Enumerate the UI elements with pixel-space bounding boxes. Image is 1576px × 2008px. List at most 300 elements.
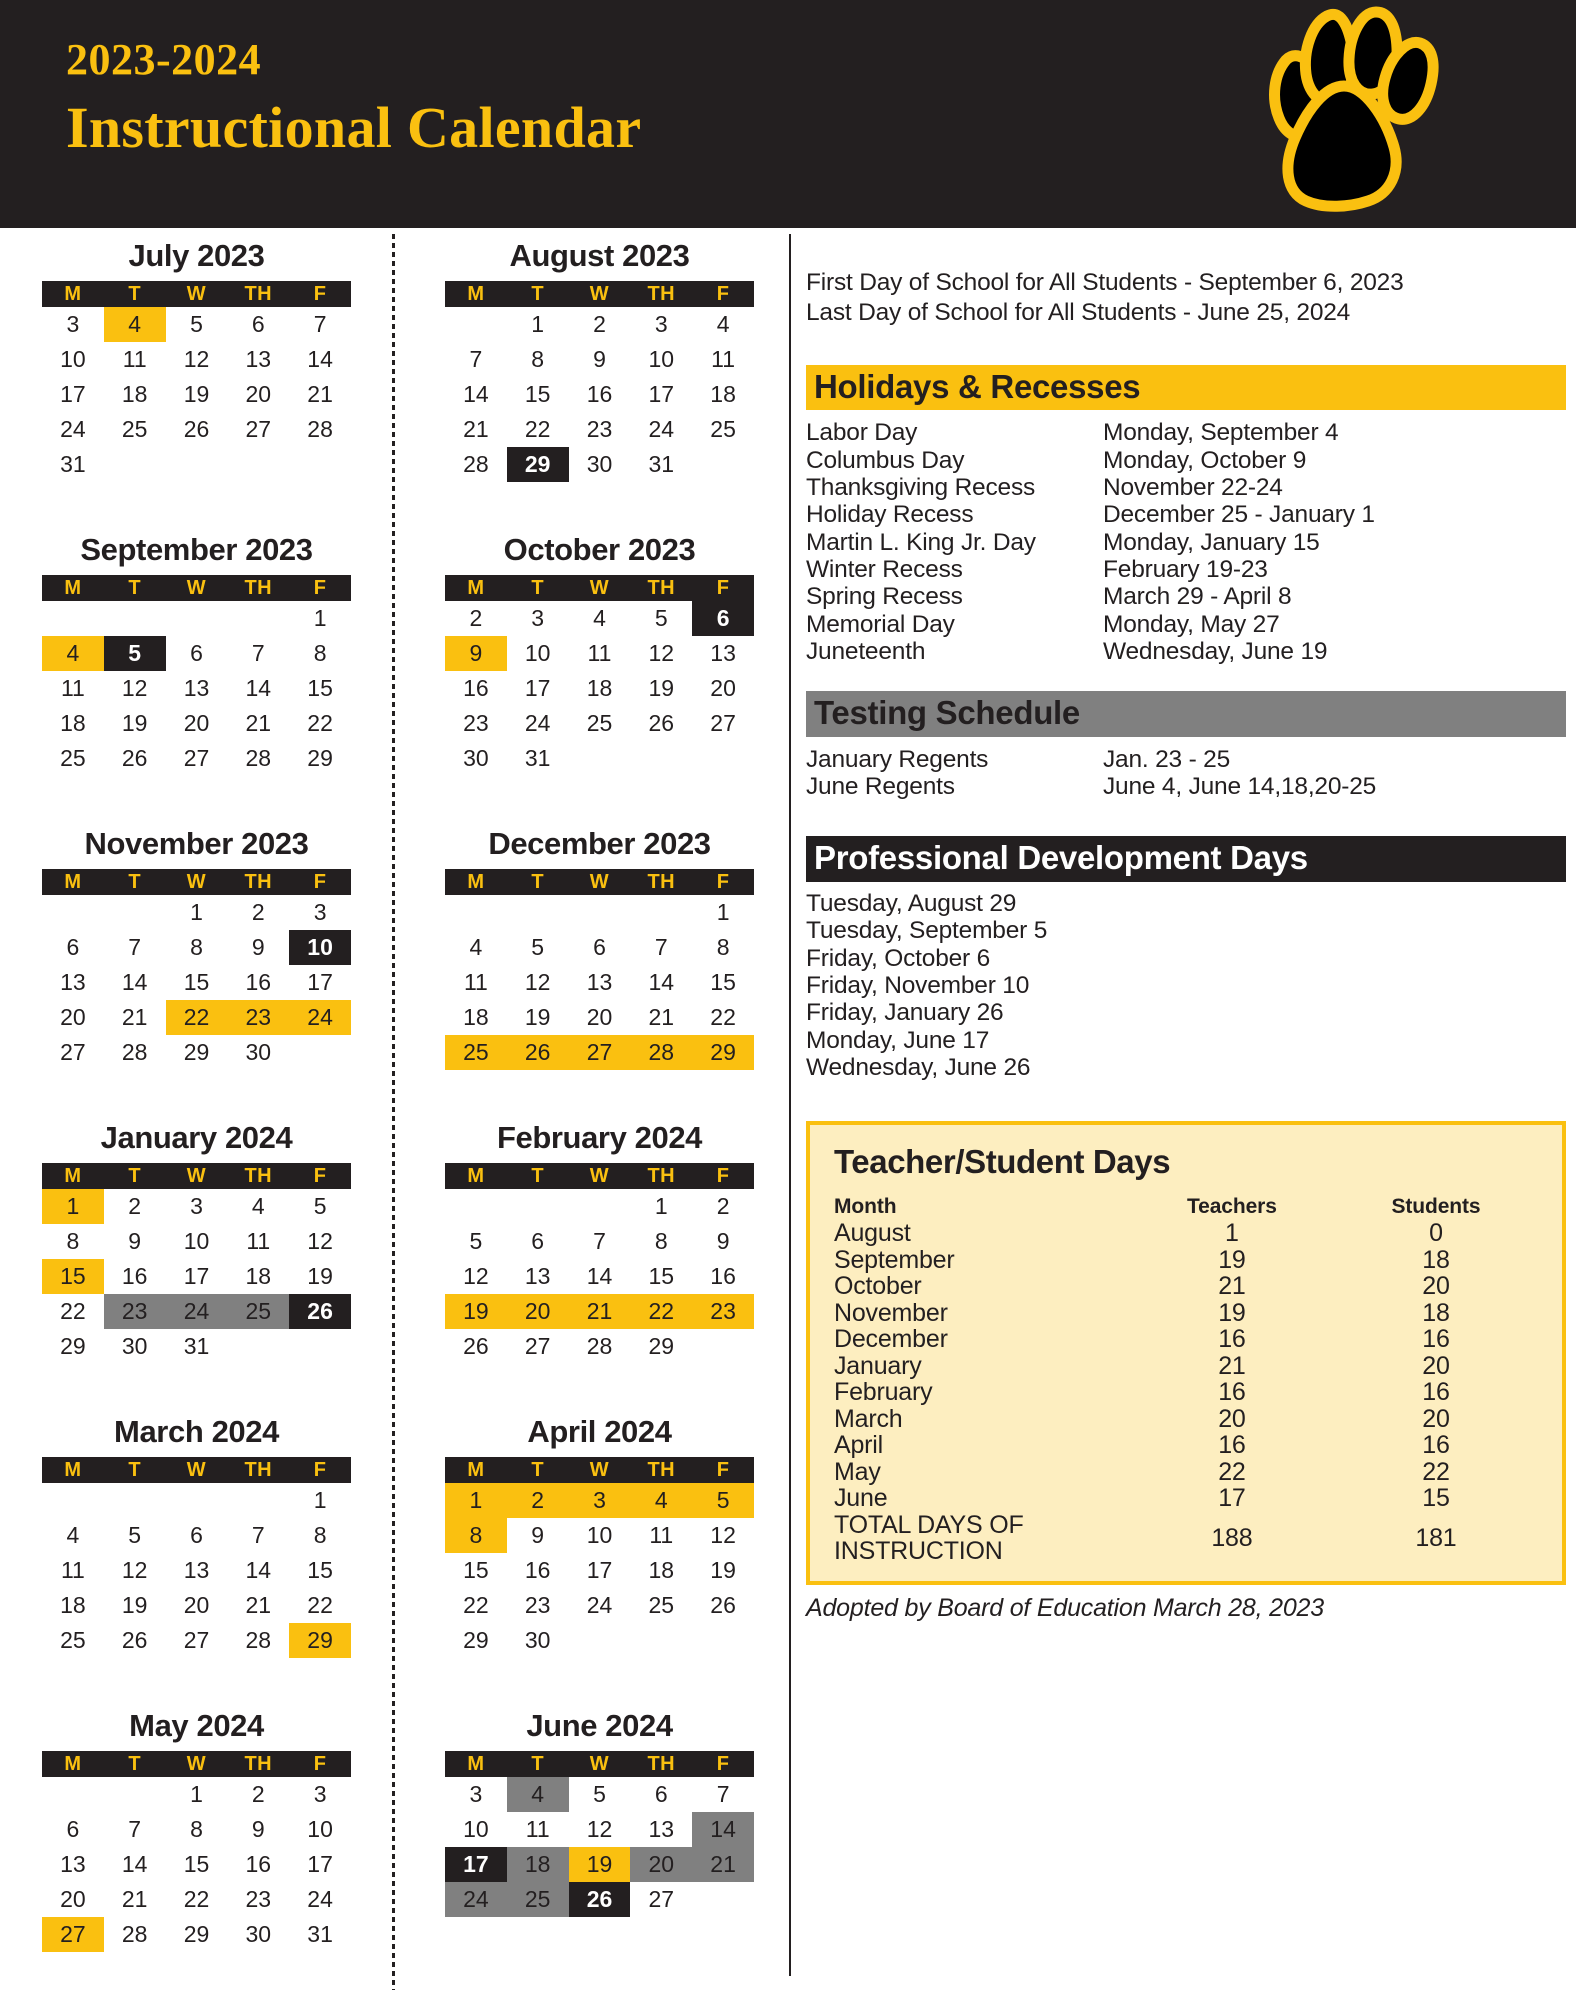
calendar-day-cell[interactable] — [445, 1553, 507, 1588]
calendar-day-cell[interactable] — [104, 1588, 166, 1623]
calendar-day-cell[interactable] — [445, 1294, 507, 1329]
calendar-day-cell[interactable] — [507, 1035, 569, 1070]
calendar-day-cell[interactable] — [630, 412, 692, 447]
calendar-day-cell[interactable] — [227, 930, 289, 965]
calendar-day-cell[interactable] — [166, 1917, 228, 1952]
calendar-day-cell[interactable] — [445, 1847, 507, 1882]
calendar-day-cell[interactable] — [630, 1777, 692, 1812]
calendar-day-cell[interactable] — [227, 307, 289, 342]
calendar-day-cell[interactable] — [227, 965, 289, 1000]
calendar-day-cell[interactable] — [104, 741, 166, 776]
calendar-day-cell[interactable] — [42, 1294, 104, 1329]
calendar-day-cell[interactable] — [289, 1812, 351, 1847]
calendar-day-cell[interactable] — [166, 377, 228, 412]
calendar-day-cell[interactable] — [445, 342, 507, 377]
calendar-day-cell[interactable] — [630, 1588, 692, 1623]
calendar-day-cell[interactable] — [630, 307, 692, 342]
calendar-day-cell[interactable] — [630, 1329, 692, 1364]
calendar-day-cell[interactable] — [166, 706, 228, 741]
calendar-day-cell[interactable] — [507, 1623, 569, 1658]
calendar-day-cell[interactable] — [42, 1812, 104, 1847]
calendar-day-cell[interactable] — [692, 1483, 754, 1518]
testing-list — [806, 746, 1566, 801]
calendar-day-cell[interactable] — [104, 1189, 166, 1224]
calendar-day-cell[interactable] — [507, 1588, 569, 1623]
calendar-day-cell[interactable] — [289, 1777, 351, 1812]
calendar-day-cell[interactable] — [227, 706, 289, 741]
calendar-day-cell[interactable] — [42, 930, 104, 965]
calendar-day-cell[interactable] — [42, 1882, 104, 1917]
calendar-day-cell[interactable] — [42, 1329, 104, 1364]
calendar-day-cell[interactable] — [42, 671, 104, 706]
calendar-day-cell[interactable] — [445, 1623, 507, 1658]
calendar-day-cell[interactable] — [166, 412, 228, 447]
calendar-day-cell[interactable] — [692, 930, 754, 965]
calendar-empty-cell — [166, 1483, 228, 1518]
calendar-day-cell[interactable] — [692, 636, 754, 671]
calendar-day-cell[interactable] — [630, 930, 692, 965]
calendar-day-cell[interactable] — [42, 307, 104, 342]
calendar-day-cell[interactable] — [692, 1294, 754, 1329]
cell-students: 20 — [1422, 1404, 1450, 1433]
calendar-day-cell[interactable] — [42, 1847, 104, 1882]
calendar-day-cell[interactable] — [289, 1294, 351, 1329]
calendar-day-cell[interactable] — [692, 1189, 754, 1224]
week-row — [445, 1553, 754, 1588]
calendar-day-cell[interactable] — [692, 706, 754, 741]
calendar-day-cell[interactable] — [289, 412, 351, 447]
calendar-day-cell[interactable] — [289, 1553, 351, 1588]
calendar-day-cell[interactable] — [692, 1588, 754, 1623]
calendar-day-cell[interactable] — [569, 930, 631, 965]
calendar-day-cell[interactable] — [692, 342, 754, 377]
calendar-day-cell[interactable] — [227, 412, 289, 447]
calendar-day-number: 31 — [524, 745, 551, 771]
weekday-header: M — [445, 869, 507, 895]
calendar-day-cell[interactable] — [692, 1224, 754, 1259]
calendar-day-cell[interactable] — [692, 1812, 754, 1847]
calendar-day-cell[interactable] — [445, 1035, 507, 1070]
calendar-day-cell[interactable] — [569, 1847, 631, 1882]
calendar-day-cell[interactable] — [104, 1812, 166, 1847]
calendar-day-cell[interactable] — [166, 1294, 228, 1329]
calendar-day-number: 6 — [66, 934, 80, 960]
calendar-day-cell[interactable] — [104, 1518, 166, 1553]
calendar-day-cell[interactable] — [569, 412, 631, 447]
calendar-day-number: 28 — [245, 1627, 272, 1653]
calendar-day-cell[interactable] — [289, 706, 351, 741]
calendar-day-cell[interactable] — [445, 377, 507, 412]
calendar-day-cell[interactable] — [166, 1847, 228, 1882]
calendar-day-cell[interactable] — [104, 1224, 166, 1259]
calendar-day-cell[interactable] — [289, 965, 351, 1000]
calendar-day-cell[interactable] — [42, 1224, 104, 1259]
calendar-day-cell[interactable] — [630, 1224, 692, 1259]
calendar-day-cell[interactable] — [445, 601, 507, 636]
calendar-day-cell[interactable] — [227, 895, 289, 930]
calendar-day-number: 17 — [307, 1851, 333, 1877]
calendar-day-cell[interactable] — [445, 1000, 507, 1035]
calendar-empty-cell — [42, 1483, 104, 1518]
calendar-day-cell[interactable] — [630, 1812, 692, 1847]
calendar-day-cell[interactable] — [227, 1518, 289, 1553]
calendar-day-cell[interactable] — [104, 1000, 166, 1035]
calendar-day-cell[interactable] — [166, 1224, 228, 1259]
calendar-day-cell[interactable] — [42, 1518, 104, 1553]
calendar-day-cell[interactable] — [630, 965, 692, 1000]
calendar-day-number: 24 — [307, 1886, 333, 1912]
calendar-day-cell[interactable] — [507, 930, 569, 965]
calendar-day-cell[interactable] — [289, 1483, 351, 1518]
calendar-day-cell[interactable] — [227, 636, 289, 671]
calendar-day-cell[interactable] — [507, 412, 569, 447]
calendar-day-cell[interactable] — [166, 1000, 228, 1035]
calendar-day-cell[interactable] — [507, 601, 569, 636]
calendar-day-cell[interactable] — [227, 741, 289, 776]
calendar-day-cell[interactable] — [42, 1259, 104, 1294]
calendar-day-cell[interactable] — [445, 1518, 507, 1553]
calendar-day-cell[interactable] — [507, 1812, 569, 1847]
calendar-day-cell[interactable] — [507, 741, 569, 776]
weekday-header: W — [569, 1163, 631, 1189]
calendar-day-cell[interactable] — [569, 1035, 631, 1070]
calendar-day-cell[interactable] — [42, 636, 104, 671]
calendar-day-cell[interactable] — [289, 895, 351, 930]
calendar-day-cell[interactable] — [166, 1189, 228, 1224]
calendar-day-cell[interactable] — [445, 930, 507, 965]
calendar-day-cell[interactable] — [289, 1882, 351, 1917]
calendar-day-cell[interactable] — [569, 1882, 631, 1917]
calendar-day-cell[interactable] — [569, 1294, 631, 1329]
calendar-day-cell[interactable] — [692, 1000, 754, 1035]
calendar-day-cell[interactable] — [227, 671, 289, 706]
calendar-day-cell[interactable] — [507, 1259, 569, 1294]
calendar-day-cell[interactable] — [569, 1588, 631, 1623]
calendar-day-cell[interactable] — [692, 1035, 754, 1070]
calendar-day-number — [692, 1329, 754, 1364]
calendar-day-cell[interactable] — [569, 342, 631, 377]
calendar-day-cell[interactable] — [569, 1553, 631, 1588]
calendar-day-cell[interactable] — [42, 1035, 104, 1070]
calendar-day-cell[interactable] — [289, 636, 351, 671]
calendar-day-number: 19 — [648, 675, 675, 701]
calendar-day-cell[interactable] — [289, 741, 351, 776]
calendar-day-cell[interactable] — [507, 1483, 569, 1518]
calendar-day-cell[interactable] — [104, 930, 166, 965]
calendar-day-cell[interactable] — [42, 741, 104, 776]
calendar-day-cell[interactable] — [507, 706, 569, 741]
calendar-day-cell[interactable] — [42, 1000, 104, 1035]
calendar-day-cell[interactable] — [289, 1917, 351, 1952]
calendar-day-cell[interactable] — [289, 1000, 351, 1035]
calendar-day-cell[interactable] — [569, 1000, 631, 1035]
calendar-day-cell[interactable] — [445, 706, 507, 741]
calendar-day-number — [42, 601, 104, 636]
calendar-day-cell[interactable] — [692, 307, 754, 342]
calendar-day-cell[interactable] — [445, 1588, 507, 1623]
calendar-day-cell[interactable] — [104, 307, 166, 342]
calendar-day-cell[interactable] — [166, 1035, 228, 1070]
calendar-day-cell[interactable] — [42, 1189, 104, 1224]
calendar-day-cell[interactable] — [692, 671, 754, 706]
month-block — [393, 826, 786, 1120]
calendar-day-cell[interactable] — [569, 447, 631, 482]
calendar-day-cell[interactable] — [445, 1483, 507, 1518]
calendar-day-cell[interactable] — [692, 601, 754, 636]
calendar-day-cell[interactable] — [166, 1518, 228, 1553]
calendar-day-cell[interactable] — [227, 1917, 289, 1952]
calendar-day-cell[interactable] — [507, 342, 569, 377]
calendar-day-cell[interactable] — [630, 636, 692, 671]
calendar-day-number: 6 — [654, 1781, 668, 1807]
calendar-day-number: 15 — [710, 969, 736, 995]
calendar-day-cell[interactable] — [507, 671, 569, 706]
calendar-day-cell[interactable] — [42, 1623, 104, 1658]
calendar-day-cell[interactable] — [507, 1329, 569, 1364]
calendar-day-cell[interactable] — [289, 1224, 351, 1259]
calendar-day-cell[interactable] — [507, 447, 569, 482]
calendar-day-cell[interactable] — [630, 1882, 692, 1917]
calendar-day-cell[interactable] — [569, 377, 631, 412]
calendar-day-cell[interactable] — [104, 1917, 166, 1952]
calendar-day-cell[interactable] — [507, 1000, 569, 1035]
calendar-day-cell[interactable] — [104, 412, 166, 447]
calendar-day-cell[interactable] — [507, 1553, 569, 1588]
calendar-day-cell[interactable] — [630, 1518, 692, 1553]
calendar-day-cell[interactable] — [445, 1259, 507, 1294]
calendar-day-cell[interactable] — [42, 1588, 104, 1623]
calendar-day-cell[interactable] — [692, 1553, 754, 1588]
calendar-day-cell[interactable] — [166, 1882, 228, 1917]
calendar-day-cell[interactable] — [166, 1588, 228, 1623]
calendar-day-cell[interactable] — [104, 1035, 166, 1070]
calendar-day-cell[interactable] — [104, 1882, 166, 1917]
calendar-day-cell[interactable] — [630, 1000, 692, 1035]
calendar-day-cell[interactable] — [289, 1847, 351, 1882]
calendar-day-cell[interactable] — [569, 1483, 631, 1518]
calendar-day-cell[interactable] — [227, 342, 289, 377]
calendar-day-cell[interactable] — [507, 1882, 569, 1917]
calendar-day-cell[interactable] — [166, 1623, 228, 1658]
calendar-day-cell[interactable] — [42, 412, 104, 447]
calendar-day-cell[interactable] — [569, 1329, 631, 1364]
list-item — [806, 501, 1566, 528]
calendar-day-cell[interactable] — [569, 1812, 631, 1847]
calendar-day-cell[interactable] — [227, 1035, 289, 1070]
calendar-day-number: 5 — [104, 636, 166, 671]
calendar-day-cell[interactable] — [289, 1518, 351, 1553]
calendar-day-cell[interactable] — [569, 636, 631, 671]
calendar-day-cell[interactable] — [227, 1294, 289, 1329]
calendar-day-cell[interactable] — [630, 447, 692, 482]
calendar-day-cell[interactable] — [104, 671, 166, 706]
calendar-day-cell[interactable] — [630, 377, 692, 412]
calendar-day-cell[interactable] — [166, 342, 228, 377]
calendar-day-cell[interactable] — [507, 1518, 569, 1553]
calendar-day-cell[interactable] — [166, 1777, 228, 1812]
calendar-day-cell[interactable] — [166, 1812, 228, 1847]
calendar-day-cell[interactable] — [166, 671, 228, 706]
calendar-day-cell[interactable] — [692, 377, 754, 412]
calendar-day-cell[interactable] — [692, 965, 754, 1000]
cell-teachers: 19 — [1218, 1298, 1246, 1327]
calendar-day-number: 25 — [586, 710, 613, 736]
calendar-day-cell[interactable] — [104, 965, 166, 1000]
calendar-day-cell[interactable] — [289, 1588, 351, 1623]
calendar-day-cell[interactable] — [227, 377, 289, 412]
weekday-header: TH — [227, 1457, 289, 1483]
calendar-day-cell[interactable] — [42, 965, 104, 1000]
calendar-day-cell[interactable] — [569, 1777, 631, 1812]
calendar-day-cell[interactable] — [507, 1294, 569, 1329]
calendar-day-number: 18 — [710, 381, 736, 407]
calendar-day-cell[interactable] — [166, 1259, 228, 1294]
calendar-day-cell[interactable] — [445, 412, 507, 447]
calendar-day-number: 1 — [445, 1483, 507, 1518]
calendar-day-cell[interactable] — [630, 1553, 692, 1588]
calendar-day-cell[interactable] — [569, 1518, 631, 1553]
calendar-day-cell[interactable] — [630, 1259, 692, 1294]
calendar-day-cell[interactable] — [630, 1035, 692, 1070]
calendar-day-number: 17 — [648, 381, 675, 407]
calendar-day-cell[interactable] — [166, 965, 228, 1000]
calendar-day-cell[interactable] — [692, 1518, 754, 1553]
calendar-day-cell[interactable] — [227, 1882, 289, 1917]
calendar-day-cell[interactable] — [692, 1777, 754, 1812]
calendar-day-cell[interactable] — [445, 1329, 507, 1364]
calendar-day-cell[interactable] — [630, 342, 692, 377]
calendar-day-cell[interactable] — [569, 1224, 631, 1259]
calendar-day-cell[interactable] — [227, 1224, 289, 1259]
calendar-day-cell[interactable] — [692, 1847, 754, 1882]
calendar-day-cell[interactable] — [507, 965, 569, 1000]
calendar-day-cell[interactable] — [42, 706, 104, 741]
calendar-day-cell[interactable] — [166, 895, 228, 930]
calendar-day-cell[interactable] — [42, 447, 104, 482]
calendar-day-cell[interactable] — [630, 706, 692, 741]
calendar-day-cell[interactable] — [507, 307, 569, 342]
calendar-day-cell[interactable] — [227, 1812, 289, 1847]
calendar-day-cell[interactable] — [692, 895, 754, 930]
calendar-day-cell[interactable] — [289, 1623, 351, 1658]
calendar-day-cell[interactable] — [569, 307, 631, 342]
holidays-list — [806, 419, 1566, 665]
calendar-day-cell[interactable] — [104, 1623, 166, 1658]
calendar-day-cell[interactable] — [445, 1812, 507, 1847]
calendar-grid — [0, 238, 786, 2002]
calendar-day-cell[interactable] — [104, 636, 166, 671]
calendar-day-cell[interactable] — [166, 930, 228, 965]
calendar-day-cell[interactable] — [630, 1189, 692, 1224]
weekday-header: F — [289, 1751, 351, 1777]
calendar-day-number: 8 — [716, 934, 730, 960]
calendar-day-cell[interactable] — [630, 601, 692, 636]
calendar-day-cell[interactable] — [507, 1224, 569, 1259]
calendar-day-cell[interactable] — [507, 1847, 569, 1882]
calendar-day-cell[interactable] — [227, 1847, 289, 1882]
calendar-day-cell[interactable] — [42, 342, 104, 377]
calendar-day-cell[interactable] — [227, 1189, 289, 1224]
calendar-day-cell[interactable] — [630, 671, 692, 706]
calendar-day-cell[interactable] — [692, 412, 754, 447]
list-item — [806, 746, 1566, 773]
calendar-day-cell[interactable] — [445, 1224, 507, 1259]
calendar-day-number: 17 — [524, 675, 551, 701]
calendar-day-cell[interactable] — [166, 741, 228, 776]
calendar-day-cell[interactable] — [289, 1259, 351, 1294]
calendar-day-cell[interactable] — [569, 706, 631, 741]
calendar-day-cell[interactable] — [289, 307, 351, 342]
weekday-header: T — [507, 575, 569, 601]
calendar-day-cell[interactable] — [692, 1259, 754, 1294]
calendar-day-cell[interactable] — [166, 636, 228, 671]
calendar-day-cell[interactable] — [166, 1329, 228, 1364]
calendar-day-cell[interactable] — [569, 671, 631, 706]
calendar-day-cell[interactable] — [289, 930, 351, 965]
calendar-day-cell[interactable] — [289, 342, 351, 377]
calendar-day-cell[interactable] — [42, 1553, 104, 1588]
calendar-day-cell[interactable] — [445, 447, 507, 482]
calendar-day-cell[interactable] — [104, 342, 166, 377]
calendar-day-number: 2 — [507, 1483, 569, 1518]
calendar-day-cell[interactable] — [630, 1847, 692, 1882]
calendar-day-cell[interactable] — [507, 636, 569, 671]
calendar-day-cell[interactable] — [630, 1294, 692, 1329]
calendar-day-number: 25 — [507, 1882, 569, 1917]
calendar-day-cell[interactable] — [227, 1259, 289, 1294]
calendar-day-cell[interactable] — [289, 671, 351, 706]
calendar-day-cell[interactable] — [507, 377, 569, 412]
calendar-day-cell[interactable] — [289, 601, 351, 636]
calendar-day-cell[interactable] — [569, 965, 631, 1000]
calendar-day-cell[interactable] — [166, 1553, 228, 1588]
calendar-day-cell[interactable] — [289, 1189, 351, 1224]
calendar-day-cell[interactable] — [227, 1000, 289, 1035]
calendar-day-number — [104, 447, 166, 482]
calendar-day-cell[interactable] — [42, 1917, 104, 1952]
calendar-day-cell[interactable] — [507, 1777, 569, 1812]
calendar-day-cell[interactable] — [227, 1553, 289, 1588]
calendar-day-number: 10 — [648, 346, 675, 372]
weekday-header: F — [692, 1457, 754, 1483]
calendar-day-cell[interactable] — [104, 1294, 166, 1329]
calendar-day-cell[interactable] — [569, 601, 631, 636]
calendar-day-cell[interactable] — [166, 307, 228, 342]
last-day-of-school: Last Day of School for All Students - June 25, 2024 — [806, 299, 1351, 327]
calendar-day-number: 20 — [60, 1004, 86, 1030]
calendar-day-number: 1 — [190, 1781, 203, 1807]
calendar-day-cell[interactable] — [104, 1847, 166, 1882]
calendar-day-cell[interactable] — [227, 1623, 289, 1658]
calendar-day-cell[interactable] — [445, 741, 507, 776]
calendar-day-cell[interactable] — [42, 377, 104, 412]
calendar-day-cell[interactable] — [104, 706, 166, 741]
calendar-day-cell[interactable] — [227, 1777, 289, 1812]
calendar-day-cell[interactable] — [104, 377, 166, 412]
calendar-day-cell[interactable] — [104, 1259, 166, 1294]
calendar-day-cell[interactable] — [104, 1329, 166, 1364]
calendar-day-cell[interactable] — [445, 1882, 507, 1917]
calendar-day-cell[interactable] — [445, 636, 507, 671]
calendar-day-cell[interactable] — [227, 1588, 289, 1623]
calendar-day-cell[interactable] — [569, 1259, 631, 1294]
calendar-day-cell[interactable] — [104, 1553, 166, 1588]
calendar-day-cell[interactable] — [445, 965, 507, 1000]
calendar-day-cell[interactable] — [445, 1777, 507, 1812]
calendar-day-cell[interactable] — [445, 671, 507, 706]
calendar-day-cell[interactable] — [630, 1483, 692, 1518]
calendar-day-cell[interactable] — [289, 377, 351, 412]
